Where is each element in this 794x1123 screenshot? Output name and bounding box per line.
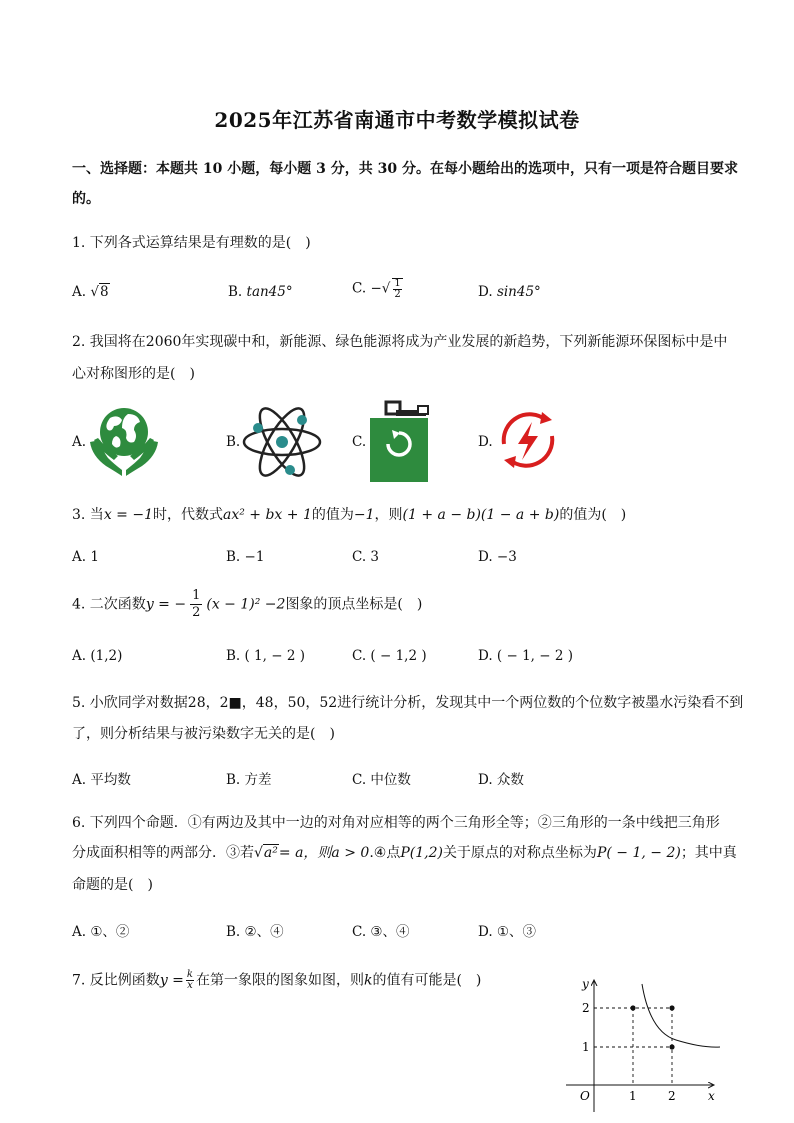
math: ax² + bx + 1: [222, 507, 312, 523]
option-value: sin45°: [496, 284, 541, 300]
text: 7. 反比例函数: [72, 972, 160, 989]
text: ；其中真: [680, 845, 737, 861]
text: .④点: [369, 845, 401, 861]
q3-option-b[interactable]: B. −1: [226, 549, 265, 565]
section-header: 一、选择题：本题共 10 小题，每小题 3 分，共 30 分。在每小题给出的选项中，只有一项是符合题目要求: [72, 161, 738, 177]
text: 时，代数式: [152, 507, 223, 523]
section-header-cont: 的。: [72, 191, 100, 207]
question-1-stem: 1. 下列各式运算结果是有理数的是( ): [72, 235, 311, 251]
lightning-cycle-icon[interactable]: [490, 404, 566, 476]
inverse-function-graph: [558, 970, 728, 1115]
math: k: [363, 972, 373, 989]
q2-option-a-label[interactable]: A.: [72, 434, 87, 450]
x-tick-2: 2: [668, 1089, 676, 1103]
text: 3. 当: [72, 507, 104, 523]
y-tick-2: 2: [582, 1001, 590, 1015]
question-4-stem: [72, 588, 422, 621]
q3-option-a[interactable]: A. 1: [72, 549, 99, 565]
math: a > 0: [331, 845, 370, 861]
x-tick-1: 1: [629, 1089, 637, 1103]
q1-option-d[interactable]: [478, 284, 541, 300]
frac-denominator: 2: [192, 605, 201, 620]
question-2-stem: 2. 我国将在2060年实现碳中和，新能源、绿色能源将成为产业发展的新趋势，下列新能源环保图标中是中: [72, 334, 728, 350]
q5-option-c[interactable]: C. 中位数: [352, 772, 411, 788]
math: (x − 1)² −2: [206, 596, 286, 613]
q1-option-a[interactable]: A. √8: [72, 284, 109, 300]
q3-option-c[interactable]: C. 3: [352, 549, 380, 565]
q4-option-a[interactable]: A. (1,2): [72, 648, 123, 664]
q6-option-d[interactable]: D. ①、③: [478, 924, 537, 940]
origin-label: O: [580, 1089, 590, 1103]
text: ，则: [374, 507, 403, 523]
q4-option-b[interactable]: B. ( 1, − 2 ): [226, 648, 305, 664]
atom-icon[interactable]: [240, 400, 324, 484]
option-value: 8: [99, 284, 109, 300]
y-tick-1: 1: [582, 1040, 590, 1054]
math: y =: [159, 972, 184, 989]
q6-option-b[interactable]: B. ②、④: [226, 924, 284, 940]
question-6-stem: 6. 下列四个命题．①有两边及其中一边的对角对应相等的两个三角形全等；②三角形的一条中线把三角形: [72, 815, 720, 831]
option-label: C.: [352, 280, 367, 297]
q2-option-d-label[interactable]: D.: [478, 434, 493, 450]
math: −1: [353, 507, 375, 523]
option-label: B.: [228, 284, 243, 300]
frac-denominator: x: [187, 980, 193, 991]
option-value: tan45°: [246, 284, 293, 300]
frac-numerator: k: [186, 969, 193, 980]
text: 图象的顶点坐标是( ): [285, 596, 423, 613]
frac-numerator: 1: [192, 588, 201, 603]
q5-option-b[interactable]: B. 方差: [226, 772, 272, 788]
hyperbola-curve: [642, 984, 720, 1047]
question-6-stem-cont2: 命题的是( ): [72, 877, 153, 893]
q5-option-d[interactable]: D. 众数: [478, 772, 524, 788]
q3-option-d[interactable]: D. −3: [478, 549, 517, 565]
math: P( − 1, − 2): [596, 845, 681, 861]
q4-option-d[interactable]: D. ( − 1, − 2 ): [478, 648, 574, 664]
math: x = −1: [103, 507, 153, 523]
math: y = −: [145, 596, 187, 613]
minus-sign: −: [370, 280, 382, 297]
question-5-stem: 5. 小欣同学对数据28，2■，48，50，52进行统计分析，发现其中一个两位数的个位数字被墨水污染看不到: [72, 695, 744, 711]
grid-dashes: [594, 1008, 672, 1085]
question-7-stem: [72, 970, 481, 991]
math: = a，则: [278, 845, 332, 861]
globe-hands-icon[interactable]: [86, 400, 162, 480]
x-axis-label: x: [708, 1089, 715, 1103]
option-label: A.: [72, 284, 87, 300]
page-title: 2025年江苏省南通市中考数学模拟试卷: [214, 108, 580, 132]
text: 关于原点的对称点坐标为: [442, 845, 597, 861]
point-1-2: [630, 1005, 635, 1010]
question-6-stem-cont: 分成面积相等的两部分．③若√a²= a，则a > 0.④点P(1,2)关于原点的对称点坐标为P( − 1, − 2)；其中真: [72, 845, 737, 861]
y-axis-label: y: [582, 977, 589, 991]
point-2-2: [669, 1005, 674, 1010]
q6-option-c[interactable]: C. ③、④: [352, 924, 410, 940]
q5-option-a[interactable]: A. 平均数: [72, 772, 131, 788]
text: 的值为: [311, 507, 354, 523]
option-label: D.: [478, 284, 493, 300]
text: 4. 二次函数: [72, 596, 146, 613]
q2-option-c-label[interactable]: C.: [352, 434, 367, 450]
question-3-stem: [72, 505, 626, 525]
q2-option-b-label[interactable]: B.: [226, 434, 241, 450]
text: 的值为( ): [559, 507, 627, 523]
question-5-stem-cont: 了，则分析结果与被污染数字无关的是( ): [72, 726, 335, 742]
text: 在第一象限的图象如图，则: [195, 972, 364, 989]
math: (1 + a − b)(1 − a + b): [402, 507, 560, 523]
text: 的值有可能是( ): [372, 972, 482, 989]
q4-option-c[interactable]: C. ( − 1,2 ): [352, 648, 427, 664]
math: P(1,2): [400, 845, 443, 861]
q1-option-c[interactable]: C. −√ $\frac{1}{2}$: [352, 278, 401, 300]
q6-option-a[interactable]: A. ①、②: [72, 924, 130, 940]
text: 分成面积相等的两部分．③若: [72, 845, 254, 861]
frac-numerator: 1: [394, 278, 401, 289]
point-2-1: [669, 1044, 674, 1049]
q1-option-b[interactable]: [228, 284, 293, 300]
frac-denominator: 2: [394, 289, 401, 300]
question-2-stem-cont: 心对称图形的是( ): [72, 366, 195, 382]
math: a²: [263, 845, 278, 861]
recycle-can-icon[interactable]: [366, 400, 432, 484]
